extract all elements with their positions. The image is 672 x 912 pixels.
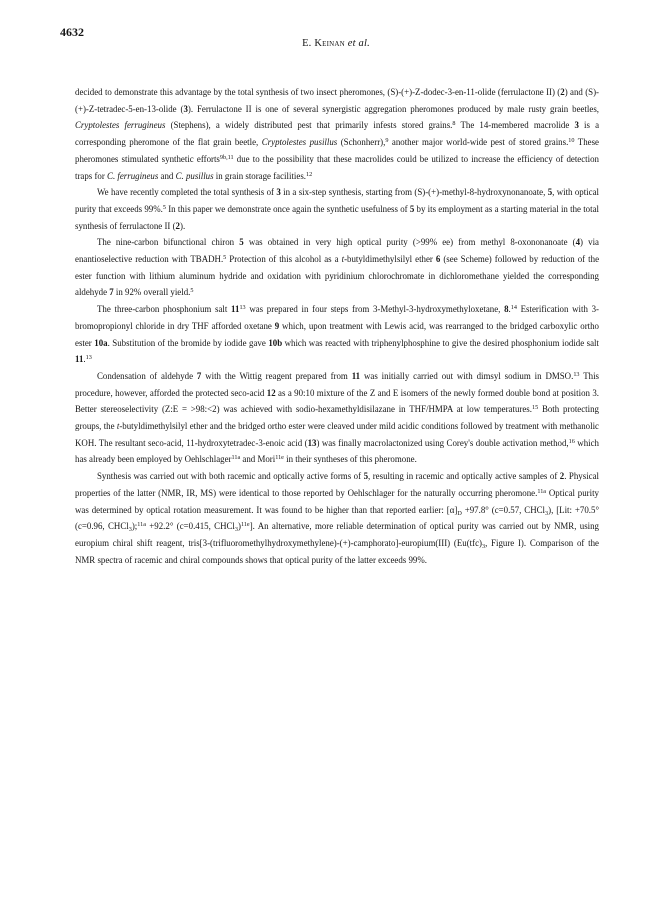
compound-number: 13 xyxy=(307,437,317,448)
text-run: ) and (S)-(+)-Z-tetradec-5-en-13-olide ( xyxy=(75,87,599,114)
running-head-author: E. Keinan xyxy=(302,38,345,49)
citation-superscript: 11a xyxy=(537,487,547,495)
running-head xyxy=(0,38,672,49)
text-run: Protection of this alcohol as a xyxy=(226,254,342,265)
running-head-et-al: et al. xyxy=(347,38,370,49)
text-run: which was reacted with triphenylphosphine to give the desired phosphonium iodide salt xyxy=(282,337,599,348)
subscript: 3 xyxy=(545,509,549,517)
text-run: . Physical properties of the latter (NMR, IR, MS) were identical to those reported by Oehlschlager for the naturally occurring pheromone. xyxy=(75,471,600,498)
citation-superscript: 11e xyxy=(240,521,250,529)
subscript: 3 xyxy=(128,526,132,534)
compound-number: 5 xyxy=(409,203,415,214)
text-run: in grain storage facilities. xyxy=(213,170,306,181)
compound-number: 10a xyxy=(94,337,108,348)
text-run: ), [Lit: +70.5° (c=0.96, CHCl xyxy=(75,504,599,532)
citation-superscript: 11e xyxy=(275,454,284,462)
text-run: -butyldimethylsilyl ether xyxy=(344,254,436,265)
text-run: The 14-membered macrolide xyxy=(455,120,575,131)
compound-number: 5 xyxy=(239,237,244,248)
text-run: . xyxy=(83,354,86,365)
citation-superscript: 9b,11 xyxy=(219,153,234,161)
text-run: . Substitution of the bromide by iodide gave xyxy=(107,337,269,348)
text-run: (Schonherr), xyxy=(337,137,386,148)
citation-superscript: 5 xyxy=(162,203,166,211)
citation-superscript: 13 xyxy=(85,354,92,362)
italic-run: C. pusillus xyxy=(175,170,214,181)
italic-run: Cryptolestes ferrugineus xyxy=(75,120,166,131)
compound-number: 11 xyxy=(351,370,361,381)
compound-number: 11 xyxy=(75,354,84,365)
citation-superscript: 13 xyxy=(239,304,246,312)
text-run: which has already been employed by Oehlschlager xyxy=(75,437,599,465)
paragraph-chiron-preparation xyxy=(75,234,599,301)
compound-number: 5 xyxy=(547,187,553,198)
citation-superscript: 9 xyxy=(385,137,389,145)
compound-number: 3 xyxy=(183,103,188,114)
text-run: Esterification with 3-bromopropionyl chloride in dry THF afforded oxetane xyxy=(75,304,599,331)
compound-number: 8 xyxy=(504,304,509,315)
text-run: This procedure, however, afforded the protected seco-acid xyxy=(75,370,600,398)
citation-superscript: 5 xyxy=(190,287,194,295)
subscript: 3 xyxy=(234,526,238,534)
text-run: ) via enantioselective reduction with TBADH. xyxy=(75,237,599,265)
text-run: Condensation of aldehyde xyxy=(97,370,197,381)
text-run: ). xyxy=(179,220,186,231)
compound-number: 10b xyxy=(268,337,283,348)
compound-number: 11 xyxy=(231,304,240,315)
compound-number: 7 xyxy=(109,287,114,298)
text-run: by its employment as a starting material in the total synthesis of ferrulactone II ( xyxy=(75,203,599,231)
citation-superscript: 10 xyxy=(568,137,575,145)
citation-superscript: 13 xyxy=(573,370,580,378)
citation-superscript: 15 xyxy=(531,404,539,412)
text-run: in 92% overall yield. xyxy=(113,287,191,298)
italic-run: t xyxy=(341,254,345,265)
text-run: Both protecting groups, the xyxy=(75,404,599,432)
citation-superscript: 11a xyxy=(137,521,146,529)
citation-superscript: 5 xyxy=(223,254,227,262)
text-run: ). Ferrulactone II is one of several synergistic aggregation pheromones produced by male rusty grain beetles, xyxy=(187,103,599,114)
compound-number: 2 xyxy=(560,87,565,97)
text-run: ); xyxy=(131,521,138,532)
paragraph-phosphonium-salt xyxy=(75,301,599,368)
compound-number: 2 xyxy=(175,220,180,231)
citation-superscript: 12 xyxy=(306,170,313,178)
text-run: as a 90:10 mixture of the Z and E isomers of the newly formed double bond at position 3. Better stereoselectivity (Z:E = >98:<2) was achieved with sodio-hexamethyldisilazane in THF/HMPA at low temperatures. xyxy=(75,387,599,415)
text-run: in a six-step synthesis, starting from (S)-(+)-methyl-8-hydroxynonanoate, xyxy=(280,187,548,198)
text-run: , Figure I). Comparison of the NMR spectra of racemic and chiral compounds shows that optical purity of the latter exceeds 99%. xyxy=(75,537,599,565)
text-run: was obtained in very high optical purity (>99% ee) from methyl 8-oxononanoate ( xyxy=(243,237,576,248)
text-run: another major world-wide pest of stored grains. xyxy=(388,137,569,148)
text-run: , with optical purity that exceeds 99%. xyxy=(75,187,599,214)
paragraph-synthesis-intro xyxy=(75,184,599,234)
citation-superscript: 11a xyxy=(231,454,241,462)
text-run: in their syntheses of this pheromone. xyxy=(283,454,417,465)
text-run: was initially carried out with dimsyl sodium in DMSO. xyxy=(360,370,574,381)
text-run: due to the possibility that these macrolides could be utilized to increase the efficiency of detection traps for xyxy=(75,153,599,181)
compound-number: 2 xyxy=(559,471,565,482)
italic-run: Cryptolestes pusillus xyxy=(261,137,338,148)
text-run: Optical purity was determined by optical rotation measurement. It was found to be higher than that reported earlier: [α] xyxy=(75,487,599,515)
citation-superscript: 8 xyxy=(452,120,456,128)
text-run: (Stephens), a widely distributed pest that primarily infests stored grains. xyxy=(165,120,453,131)
text-run: was prepared in four steps from 3-Methyl-3-hydroxymethyloxetane, xyxy=(245,304,505,315)
text-run: , resulting in racemic and optically active samples of xyxy=(368,471,560,482)
italic-run: C. ferrugineus xyxy=(107,170,159,181)
text-run: and xyxy=(158,170,176,181)
text-run: ) xyxy=(238,521,241,532)
text-run: +97.8° (c=0.57, CHCl xyxy=(461,504,546,515)
text-run: The nine-carbon bifunctional chiron xyxy=(97,237,240,248)
compound-number: 12 xyxy=(266,387,276,398)
text-run: (see Scheme) followed by reduction of the ester function with lithium aluminum hydride and oxidation with pyridinium chlorochromate in dichloromethane yielded the corresponding aldehyde xyxy=(75,254,600,298)
text-run: These pheromones stimulated synthetic efforts xyxy=(75,137,599,164)
article-body xyxy=(75,84,599,568)
italic-run: t xyxy=(116,421,120,432)
compound-number: 3 xyxy=(276,187,281,198)
text-run: +92.2° (c=0.415, CHCl xyxy=(145,521,235,532)
text-run: with the Wittig reagent prepared from xyxy=(201,370,352,381)
text-run: which, upon treatment with Lewis acid, was rearranged to the bridged carboxylic ortho ester xyxy=(75,320,599,348)
text-run: . xyxy=(508,304,511,315)
citation-superscript: 14 xyxy=(510,304,517,312)
text-run: We have recently completed the total synthesis of xyxy=(97,187,277,198)
compound-number: 7 xyxy=(196,370,202,381)
citation-superscript: 16 xyxy=(568,437,575,445)
subscript: 3 xyxy=(481,542,486,550)
subscript: D xyxy=(457,509,462,517)
text-run: ) was finally macrolactonized using Corey's double activation method, xyxy=(316,437,569,448)
page-number: 4632 xyxy=(60,25,84,39)
paragraph-optical-purity xyxy=(75,468,599,568)
paragraph-wittig-condensation xyxy=(75,368,599,468)
compound-number: 3 xyxy=(574,120,579,131)
text-run: ]. An alternative, more reliable determination of optical purity was carried out by NMR, using europium chiral shift reagent, tris[3-(trifluoromethylhydroxymethylene)-(+)-camphorato]-europium(III) (Eu(tfc) xyxy=(75,521,599,548)
text-run: -butyldimethylsilyl ether and the bridged ortho ester were cleaved under mild acidic conditions followed by treatment with methanolic KOH. The resultant seco-acid, 11-hydroxytetradec-3-enoic acid ( xyxy=(75,421,599,448)
compound-number: 9 xyxy=(274,320,280,331)
paragraph-pheromone-background xyxy=(75,84,599,184)
text-run: The three-carbon phosphonium salt xyxy=(97,304,232,315)
text-run: is a corresponding pheromone of the flat grain beetle, xyxy=(75,120,600,148)
compound-number: 5 xyxy=(363,471,368,482)
text-run: Synthesis was carried out with both racemic and optically active forms of xyxy=(97,471,364,482)
text-run: decided to demonstrate this advantage by the total synthesis of two insect pheromones, (S)-(+)-Z-dodec-3-en-11-olide (ferrulactone II) ( xyxy=(75,87,561,97)
text-run: In this paper we demonstrate once again the synthetic usefulness of xyxy=(165,203,410,214)
text-run: and Mori xyxy=(240,454,276,465)
compound-number: 6 xyxy=(435,254,441,265)
compound-number: 4 xyxy=(575,237,581,248)
